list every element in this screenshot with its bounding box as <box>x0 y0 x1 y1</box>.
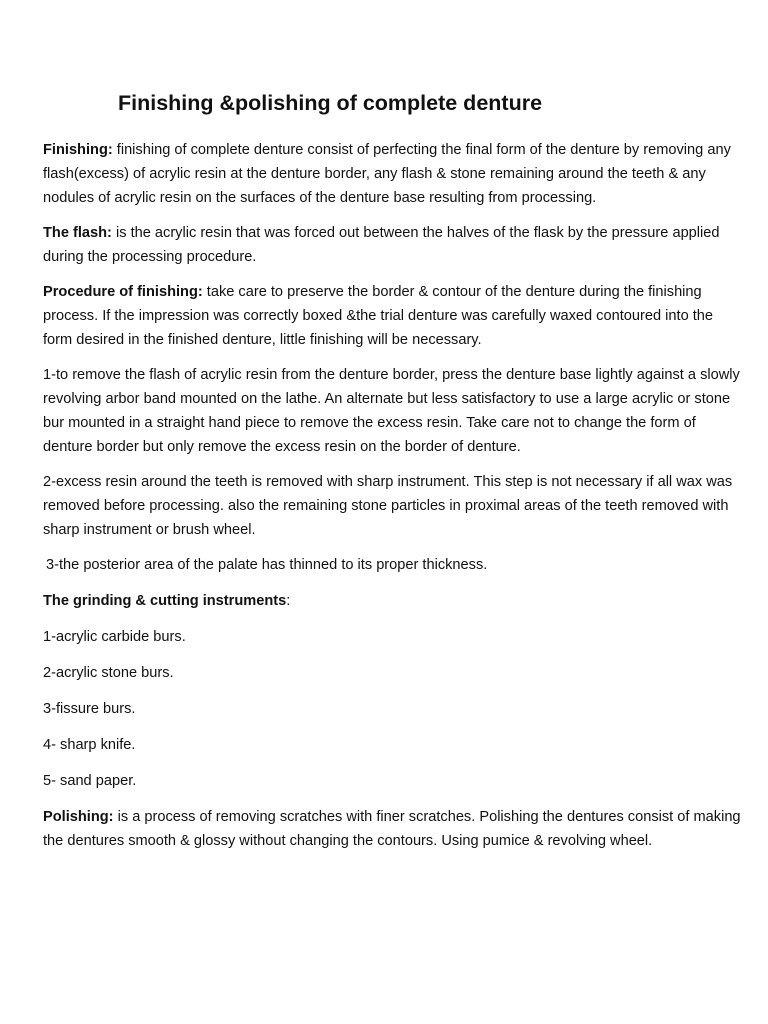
flash-paragraph <box>43 221 743 269</box>
instrument-item: 1-acrylic carbide burs. <box>43 629 186 645</box>
instrument-item: 5- sand paper. <box>43 773 137 789</box>
polishing-label: Polishing: <box>43 809 114 825</box>
instrument-item: 3-fissure burs. <box>43 701 136 717</box>
finishing-text: finishing of complete denture consist of perfecting the final form of the denture by removing any flash(excess) of acrylic resin at the denture border, any flash & stone remaining around the teeth & any nodules of acrylic resin on the surfaces of the denture base resulting from processing. <box>43 142 731 206</box>
procedure-label: Procedure of finishing: <box>43 284 203 300</box>
instrument-item: 4- sharp knife. <box>43 737 136 753</box>
procedure-paragraph <box>43 280 743 352</box>
procedure-text: take care to preserve the border & contour of the denture during the finishing process. If the impression was correctly boxed &the trial denture was carefully waxed contoured into the form desired in the finished denture, little finishing will be necessary. <box>43 284 714 348</box>
finishing-paragraph <box>43 138 743 210</box>
step-3: 3-the posterior area of the palate has thinned to its proper thickness. <box>46 557 488 573</box>
polishing-paragraph <box>43 805 743 853</box>
document-page <box>43 88 743 864</box>
instruments-heading <box>43 589 743 613</box>
instruments-heading-colon: : <box>286 593 291 609</box>
step-2: 2-excess resin around the teeth is removed with sharp instrument. This step is not necessary if all wax was removed before processing. also the remaining stone particles in proximal areas of the teeth removed with sharp instrument or brush wheel. <box>43 474 733 538</box>
step-1: 1-to remove the flash of acrylic resin from the denture border, press the denture base lightly against a slowly revolving arbor band mounted on the lathe. An alternate but less satisfactory to use a large acrylic or stone bur mounted in a straight hand piece to remove the excess resin. Take care not to change the form of denture border but only remove the excess resin on the border of denture. <box>43 367 740 455</box>
instruments-heading-text: The grinding & cutting instruments <box>43 593 287 609</box>
flash-text: is the acrylic resin that was forced out between the halves of the flask by the pressure applied during the processing procedure. <box>43 225 720 265</box>
page-title: Finishing &polishing of complete denture <box>118 91 543 115</box>
finishing-label: Finishing: <box>43 142 113 158</box>
flash-label: The flash: <box>43 225 112 241</box>
instrument-item: 2-acrylic stone burs. <box>43 665 174 681</box>
polishing-text: is a process of removing scratches with finer scratches. Polishing the dentures consist of making the dentures smooth & glossy without changing the contours. Using pumice & revolving wheel. <box>43 809 741 849</box>
